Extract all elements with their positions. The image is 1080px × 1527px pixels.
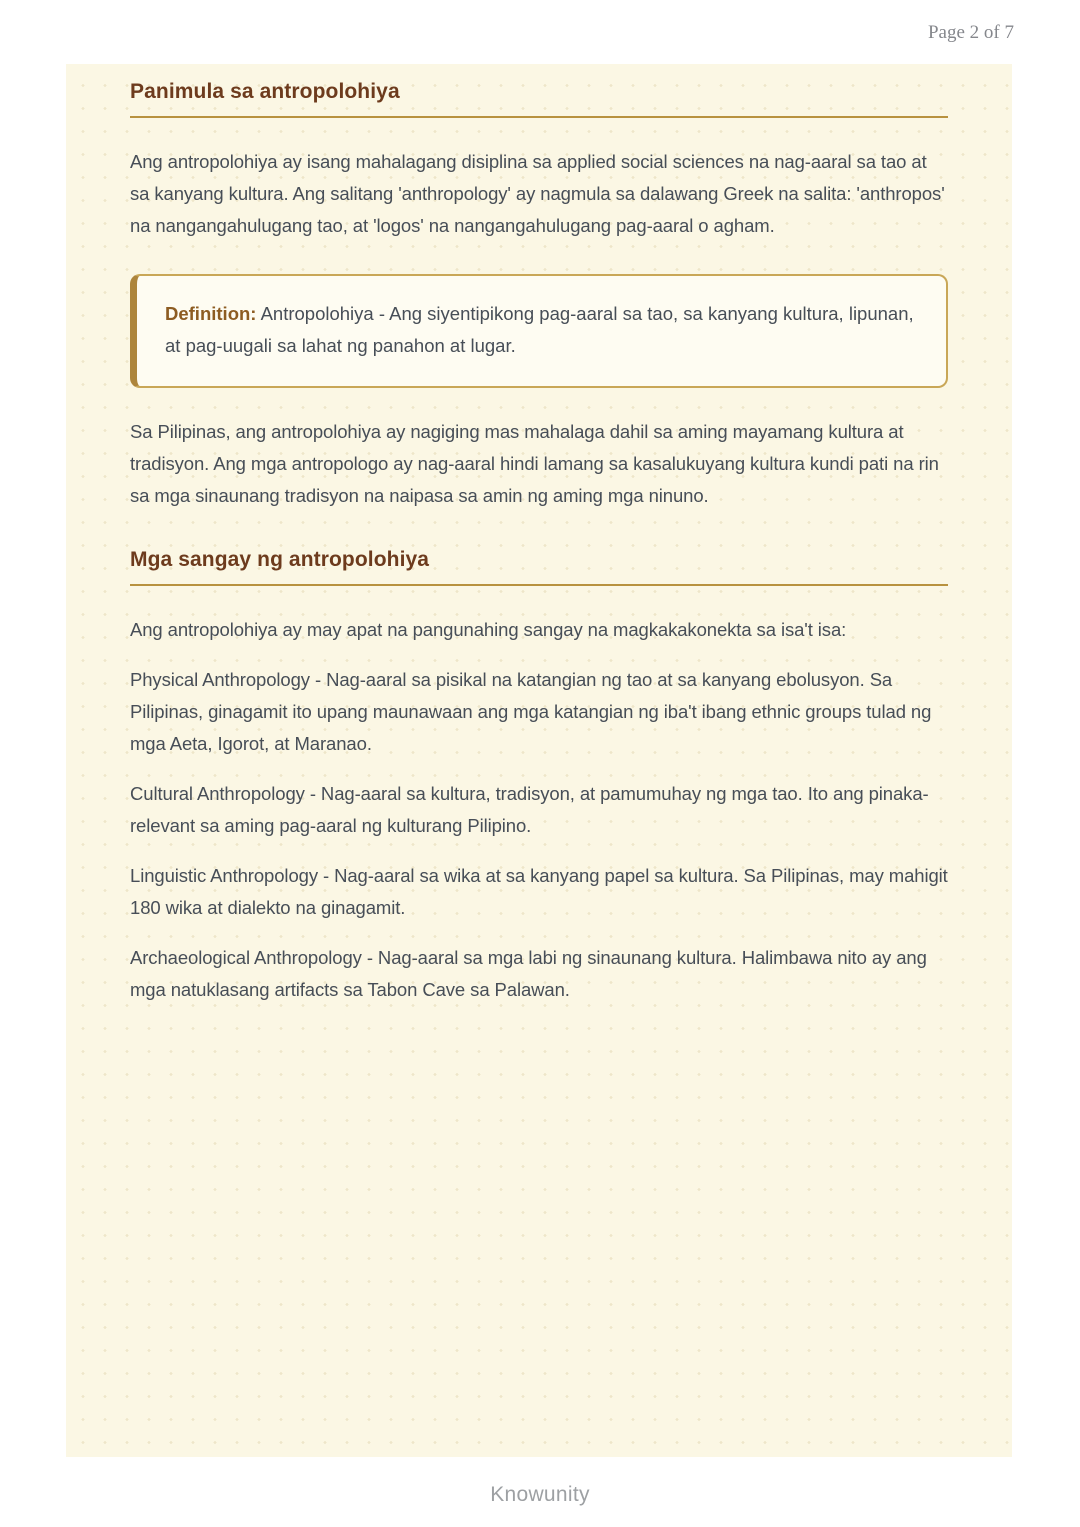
paragraph-cultural-anthropology: Cultural Anthropology - Nag-aaral sa kultura, tradisyon, at pamumuhay ng mga tao. Ito ang pinaka-relevant sa aming pag-aaral ng kulturang Pilipino. [130,783,929,836]
section-heading-panimula: Panimula sa antropolohiya [130,80,400,103]
section-mga-sangay [130,548,948,1006]
paragraph-archaeological-anthropology: Archaeological Anthropology - Nag-aaral sa mga labi ng sinaunang kultura. Halimbawa nito ay ang mga natuklasang artifacts sa Tabon Cave sa Palawan. [130,947,927,1000]
page-indicator: Page 2 of 7 [927,22,1014,43]
section-panimula [130,80,948,512]
definition-text: Antropolohiya - Ang siyentipikong pag-aaral sa tao, sa kanyang kultura, lipunan, at pag-uugali sa lahat ng panahon at lugar. [165,303,914,356]
footer-brand-knowunity: Knowunity [490,1483,590,1506]
paragraph-linguistic-anthropology: Linguistic Anthropology - Nag-aaral sa wika at sa kanyang papel sa kultura. Sa Pilipinas, may mahigit 180 wika at dialekto na ginagamit. [130,865,948,918]
definition-label: Definition: [165,303,257,324]
paragraph-intro-anthropology: Ang antropolohiya ay isang mahalagang disiplina sa applied social sciences na nag-aaral sa tao at sa kanyang kultura. Ang salitang 'anthropology' ay nagmula sa dalawang Greek na salita: 'anthropos' na nangangahulugang tao, at 'logos' na nangangahulugang pag-aaral o agham. [130,151,945,236]
section-rule [130,116,948,118]
section-rule [130,584,948,586]
section-heading-mga-sangay: Mga sangay ng antropolohiya [130,548,430,571]
paragraph-branches-intro: Ang antropolohiya ay may apat na pangunahing sangay na magkakakonekta sa isa't isa: [130,619,847,640]
paragraph-physical-anthropology: Physical Anthropology - Nag-aaral sa pisikal na katangian ng tao at sa kanyang ebolusyon. Sa Pilipinas, ginagamit ito upang maunawaan ang mga katangian ng iba't ibang ethnic groups tulad ng mga Aeta, Igorot, at Maranao. [130,669,932,754]
definition-callout-box [130,274,948,388]
paragraph-philippines-context: Sa Pilipinas, ang antropolohiya ay nagiging mas mahalaga dahil sa aming mayamang kultura at tradisyon. Ang mga antropologo ay nag-aaral hindi lamang sa kasalukuyang kultura kundi pati na rin sa mga sinaunang tradisyon na naipasa sa amin ng aming mga ninuno. [130,421,939,506]
notes-content-card [66,64,1012,1457]
